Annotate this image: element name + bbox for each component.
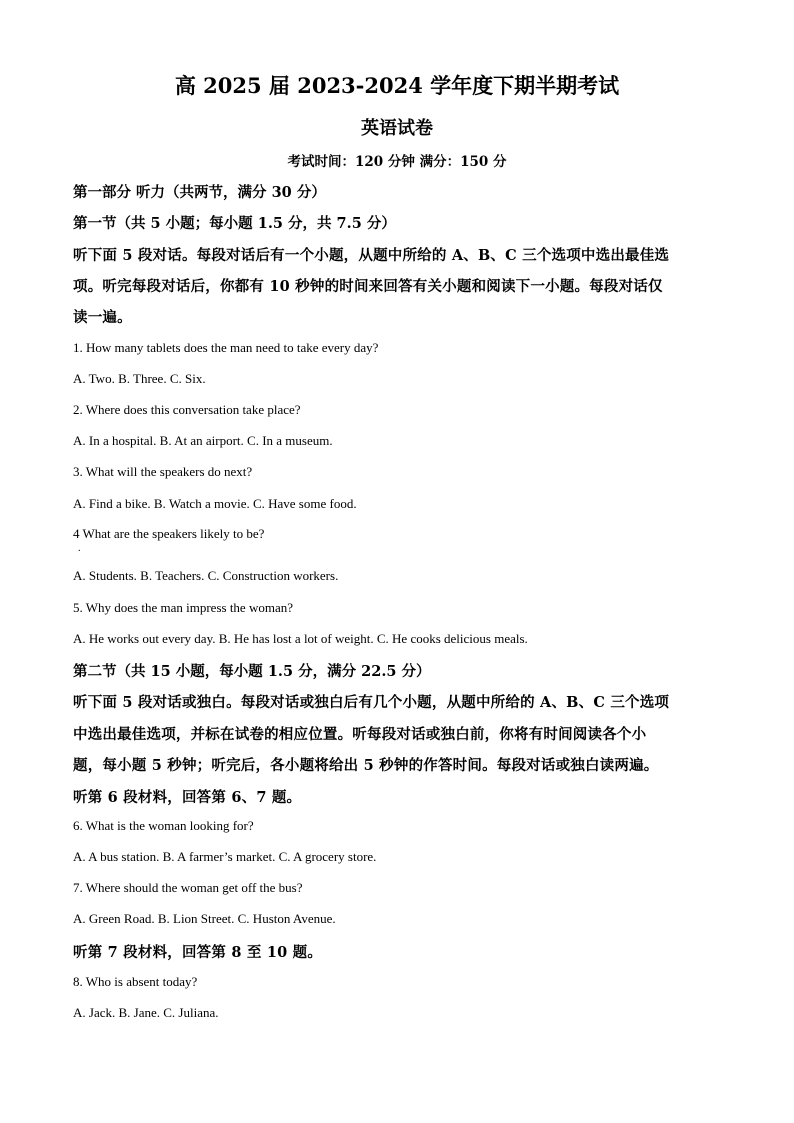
question-6-options: A. A bus station. B. A farmer’s market. C. A grocery store. <box>73 849 377 864</box>
question-3: 3. What will the speakers do next? <box>73 464 253 479</box>
exam-title: 高 2025 届 2023-2024 学年度下期半期考试 <box>174 73 620 98</box>
question-3-options: A. Find a bike. B. Watch a movie. C. Have some food. <box>73 496 357 511</box>
question-5-options: A. He works out every day. B. He has lost a lot of weight. C. He cooks delicious meals. <box>73 631 528 646</box>
question-6: 6. What is the woman looking for? <box>73 818 254 833</box>
section1-instruction-line: 听下面 5 段对话。每段对话后有一个小题，从题中所给的 A、B、C 三个选项中选出最佳选 <box>73 247 670 264</box>
exam-subtitle: 英语试卷 <box>361 118 433 139</box>
section1-heading: 第一节（共 5 小题；每小题 1.5 分，共 7.5 分） <box>73 215 396 232</box>
question-8-options: A. Jack. B. Jane. C. Juliana. <box>73 1005 219 1020</box>
section1-instruction-line: 项。听完每段对话后，你都有 10 秒钟的时间来回答有关小题和阅读下一小题。每段对话仅 <box>73 278 663 295</box>
question-7: 7. Where should the woman get off the bus? <box>73 880 303 895</box>
section1-instruction-line: 读一遍。 <box>73 309 132 326</box>
section2-instruction-line: 题，每小题 5 秒钟；听完后，各小题将给出 5 秒钟的作答时间。每段对话或独白读两遍。 <box>73 757 659 774</box>
question-1: 1. How many tablets does the man need to take every day? <box>73 340 379 355</box>
section2-instruction-line: 听下面 5 段对话或独白。每段对话或独白后有几个小题，从题中所给的 A、B、C 三个选项 <box>73 694 670 711</box>
question-4: 4 What are the speakers likely to be? <box>73 526 265 541</box>
question-8: 8. Who is absent today? <box>73 974 198 989</box>
question-2-options: A. In a hospital. B. At an airport. C. In a museum. <box>73 433 333 448</box>
question-5: 5. Why does the man impress the woman? <box>73 600 293 615</box>
material-6-heading: 听第 6 段材料，回答第 6、7 题。 <box>73 789 302 806</box>
exam-meta: 考试时间：120 分钟 满分：150 分 <box>287 154 507 170</box>
section2-heading: 第二节（共 15 小题，每小题 1.5 分，满分 22.5 分） <box>73 663 431 680</box>
material-7-heading: 听第 7 段材料，回答第 8 至 10 题。 <box>73 944 323 961</box>
question-1-options: A. Two. B. Three. C. Six. <box>73 371 206 386</box>
question-2: 2. Where does this conversation take place? <box>73 402 301 417</box>
section2-instruction-line: 中选出最佳选项，并标在试卷的相应位置。听每段对话或独白前，你将有时间阅读各个小 <box>73 726 647 743</box>
question-4-options: A. Students. B. Teachers. C. Construction workers. <box>73 568 339 583</box>
question-4-mark: . <box>78 543 81 554</box>
question-7-options: A. Green Road. B. Lion Street. C. Huston Avenue. <box>73 911 336 926</box>
part1-heading: 第一部分 听力（共两节，满分 30 分） <box>73 184 326 201</box>
